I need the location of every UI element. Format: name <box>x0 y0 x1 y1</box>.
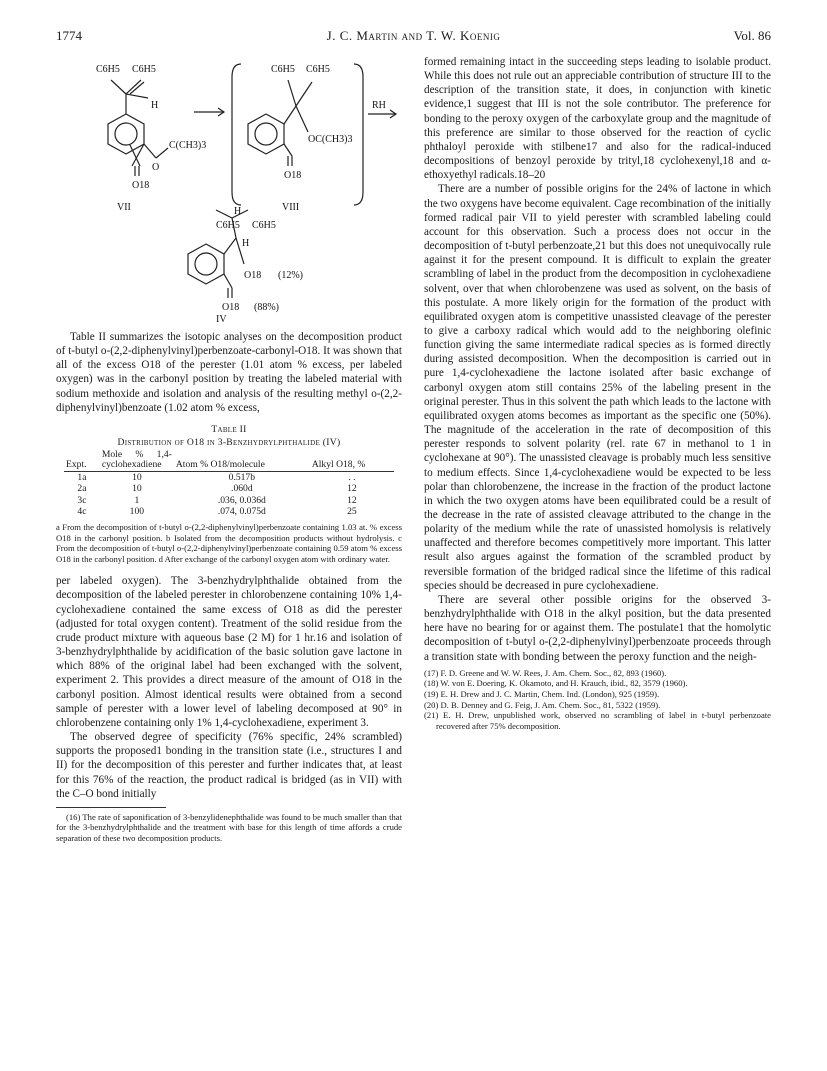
rh-label: RH <box>372 100 386 111</box>
table-notes: a From the decomposition of t-butyl o-(2,2-diphenylvinyl)perbenzoate containing 1.03 at. % excess O18 in the carbonyl position. b Isolated from the decomposition products without hydrolysis. c From the decomposition of t-butyl o-(2,2-diphenylvinyl)perbenzoate containing 0.59 atom % excess O18 in the carbonyl position. d After exchange of the carbonyl oxygen atom with ordinary water. <box>56 521 402 564</box>
volume-label: Vol. 86 <box>733 28 771 43</box>
phenyl-label-viii: C6H5 <box>271 64 295 75</box>
table-cell: 10 <box>132 483 142 495</box>
table-title: Distribution of O18 in 3-Benzhydrylphthalide (IV) <box>117 436 341 448</box>
left-paragraph-2: per labeled oxygen). The 3-benzhydrylphthalide obtained from the decomposition of the labeled perester in chlorobenzene containing 10% 1,4-cyclohexadiene contained the same excess of O18 as did the perester (adjusted for total oxygen content). Treatment of the solid residue from the crude product mixture with aqueous base (2 M) for 1 hr.16 and isolation of 3-benzhydrylphthalide by acidification of the basic solution gave lactone in which 88% of the original label had been exchanged with the solvent, experiment 2. This provides a direct measure of the amount of O18 in the carbonyl position. Almost identical results were obtained from a second sample of perester with a lower level of labeling decomposed at 90° in chlorobenzene containing only 1% 1,4-cyclohexadiene, experiment 3. <box>56 575 402 729</box>
references <box>424 668 771 732</box>
table-cell: .036, 0.036d <box>217 494 266 506</box>
reference-17: (17) F. D. Greene and W. W. Rees, J. Am. Chem. Soc., 82, 893 (1960). <box>424 667 667 678</box>
phenyl-label-a: C6H5 <box>96 64 120 75</box>
structure-viii-label: VIII <box>282 202 300 213</box>
table-label: Table II <box>211 423 247 435</box>
table-cell: 12 <box>347 494 357 506</box>
oxygen18-alkyl-label: O18 <box>244 270 262 281</box>
left-column <box>56 330 402 844</box>
reference-21: (21) E. H. Drew, unpublished work, observed no scrambling of label in t-butyl perbenzoate recovered after 75% decomposition. <box>424 710 771 731</box>
table-cell: 2a <box>77 483 87 495</box>
hydrogen-label-iv-b: H <box>242 238 250 249</box>
table-row <box>64 471 394 483</box>
table-cell: 1a <box>77 471 87 483</box>
table-header-expt: Expt. <box>64 449 100 472</box>
benzene-ring-iv <box>188 244 224 284</box>
right-paragraph-2: There are a number of possible origins for the 24% of lactone in which the two oxygens have become equivalent. Cage recombination of the initially formed radical pair VII to yield perester with scrambled labeling could account for this observation. Such a process does not occur in the decomposition of t-butyl perbenzoate,21 but this does not unequivocally rule against it for the present compound. It is difficult to explain the greater scrambling of label in the product from the decomposition in cyclohexadiene solvent, over that when chlorobenzene was used as solvent, on the basis of this postulate. A more likely origin for the formation of the product with equilibrated oxygen atom is competitive unassisted cleavage of the perester to give a carboxy radical which would add to the neighboring olefinic function giving the same intermediate radical species as is formed directly during assisted decomposition. When the decomposition is carried out in pure 1,4-cyclohexadiene the lactone isolated after basic exchange of carbonyl oxygen atom still contains 25% of the labeling present in the original perester. Thus in this solvent the path which leads to the lactone with equilibrated oxygen atoms becomes as important as the specific one (50%). The magnitude of the acceleration in the rate of decomposition of this perester responds to solvent polarity (rel. rate 67 in methanol to 1 in cyclohexane at 90°). The unassisted cleavage is probably much less sensitive to medium effects. Since 1,4-cyclohexadiene would be expected to be less polar than chlorobenzene, the increase in the fraction of the product lactone in which the two oxygen atoms have been equilibrated could be a result of the decrease in the rate of assisted cleavage attributed to the change in the polarity of the medium while the rate of unassisted homolysis is relatively unaffected and therefore becomes competitively more important. This latter result also argues against the formation of the scrambled product by reversible formation of the bridged radical since the lifetime of this radical species should be decreased in pure cyclohexadiene. <box>424 183 771 592</box>
table-header-mole: Mole % 1,4-cyclohexadiene <box>101 448 172 470</box>
table-cell: 100 <box>129 506 145 518</box>
table-cell: 10 <box>132 471 142 483</box>
structure-iv-label: IV <box>216 314 227 322</box>
right-paragraph-1: formed remaining intact in the succeeding steps leading to isolable product. While this does not rule out an appreciable contribution of structure III to the description of the transition state, it does, in conjunction with kinetic evidence,1 suggest that III is not the sole contributor. The preference for bonding to the peroxy oxygen of the carboxylate group and the magnitude of this preference are similar to those observed for the reaction of cyclic phthaloyl peroxide with stilbene17 and also for the radical-induced decompositions of benzoyl peroxide by trityl,18 cyclohexenyl,18 and α-ethoxyethyl radicals.18–20 <box>424 56 771 182</box>
benzene-ring-viii <box>248 114 284 154</box>
hydrogen-label-iv: H <box>234 206 242 217</box>
tbutyl-label: C(CH3)3 <box>169 140 207 151</box>
right-paragraph-3: There are several other possible origins for the observed 3-benzhydrylphthalide with O18 in the alkyl position, but the data presented here have no bearing for or against them. The postulate1 that the homolytic decomposition of t-butyl o-(2,2-diphenylvinyl)perbenzoate proceeds through a transition state with bonding between the peroxy function and the neigh- <box>424 593 771 663</box>
hydrogen-label: H <box>151 100 159 111</box>
table-cell: .060d <box>231 483 253 495</box>
table-header-alkyl: Alkyl O18, % <box>310 449 394 472</box>
table-cell: 25 <box>347 506 357 518</box>
phenyl-label-iv-b: C6H5 <box>252 220 276 231</box>
phenyl-label-viii-b: C6H5 <box>306 64 330 75</box>
reference-20: (20) D. B. Denney and G. Feig, J. Am. Chem. Soc., 81, 5322 (1959). <box>424 699 661 710</box>
table-row <box>64 506 394 518</box>
table-cell: 0.517b <box>228 471 256 483</box>
table-row <box>64 483 394 495</box>
reference-19: (19) E. H. Drew and J. C. Martin, Chem. Ind. (London), 925 (1959). <box>424 688 660 699</box>
table-cell: . . <box>348 471 356 483</box>
table-ii <box>64 449 394 518</box>
table-cell: 4c <box>77 506 87 518</box>
page-number: 1774 <box>56 28 82 43</box>
running-authors: J. C. Martin and T. W. Koenig <box>326 28 501 43</box>
footnote-rule <box>56 807 166 808</box>
running-header <box>56 28 771 46</box>
carbonyl-percent: (88%) <box>254 302 279 313</box>
oxygen18-carbonyl-label: O18 <box>222 302 240 313</box>
footnote-16: (16) The rate of saponification of 3-benzylidenephthalide was found to be much smaller than that for the 3-benzhydrylphthalide and the treatment with base for this length of time affords a crude separation of these two decomposition products. <box>56 811 402 843</box>
alkyl-percent: (12%) <box>278 270 303 281</box>
table-row <box>64 495 394 507</box>
table-cell: 3c <box>77 494 87 506</box>
right-column <box>424 55 771 731</box>
oxygen18-label: O18 <box>132 180 150 191</box>
reaction-scheme <box>56 52 406 322</box>
oxygen-label: O <box>152 162 160 173</box>
table-cell: 1 <box>134 494 140 506</box>
table-cell: 12 <box>347 483 357 495</box>
table-cell: .074, 0.075d <box>217 506 266 518</box>
phenyl-label-iv: C6H5 <box>216 220 240 231</box>
benzene-ring-vii <box>108 114 144 154</box>
left-paragraph-1: Table II summarizes the isotopic analyses on the decomposition product of t-butyl o-(2,2-diphenylvinyl)perbenzoate-carbonyl-O18. It was shown that all of the excess O18 of the perester (1.01 atom % excess, per labeled oxygen) was in the carbonyl position by treating the labeled material with sodium methoxide and isolation and analysis of the resulting methyl o-(2,2-diphenylvinyl)benzoate (1.02 atom % excess, <box>56 331 402 414</box>
otbutyl-label: OC(CH3)3 <box>308 134 353 145</box>
phenyl-label-b: C6H5 <box>132 64 156 75</box>
left-paragraph-3: The observed degree of specificity (76% specific, 24% scrambled) supports the proposed1 bonding in the transition state (i.e., structures I and II) for the decomposition of this perester and further indicates that, at least for this 76% of the reaction, the product radical is bridged (as in VII) with the C–O bond initially <box>56 731 402 800</box>
structure-vii-label: VII <box>117 202 131 213</box>
table-header-atom: Atom % O18/molecule <box>174 449 310 472</box>
oxygen18-label-viii: O18 <box>284 170 302 181</box>
reference-18: (18) W. von E. Doering, K. Okamoto, and H. Krauch, ibid., 82, 3579 (1960). <box>424 678 688 689</box>
